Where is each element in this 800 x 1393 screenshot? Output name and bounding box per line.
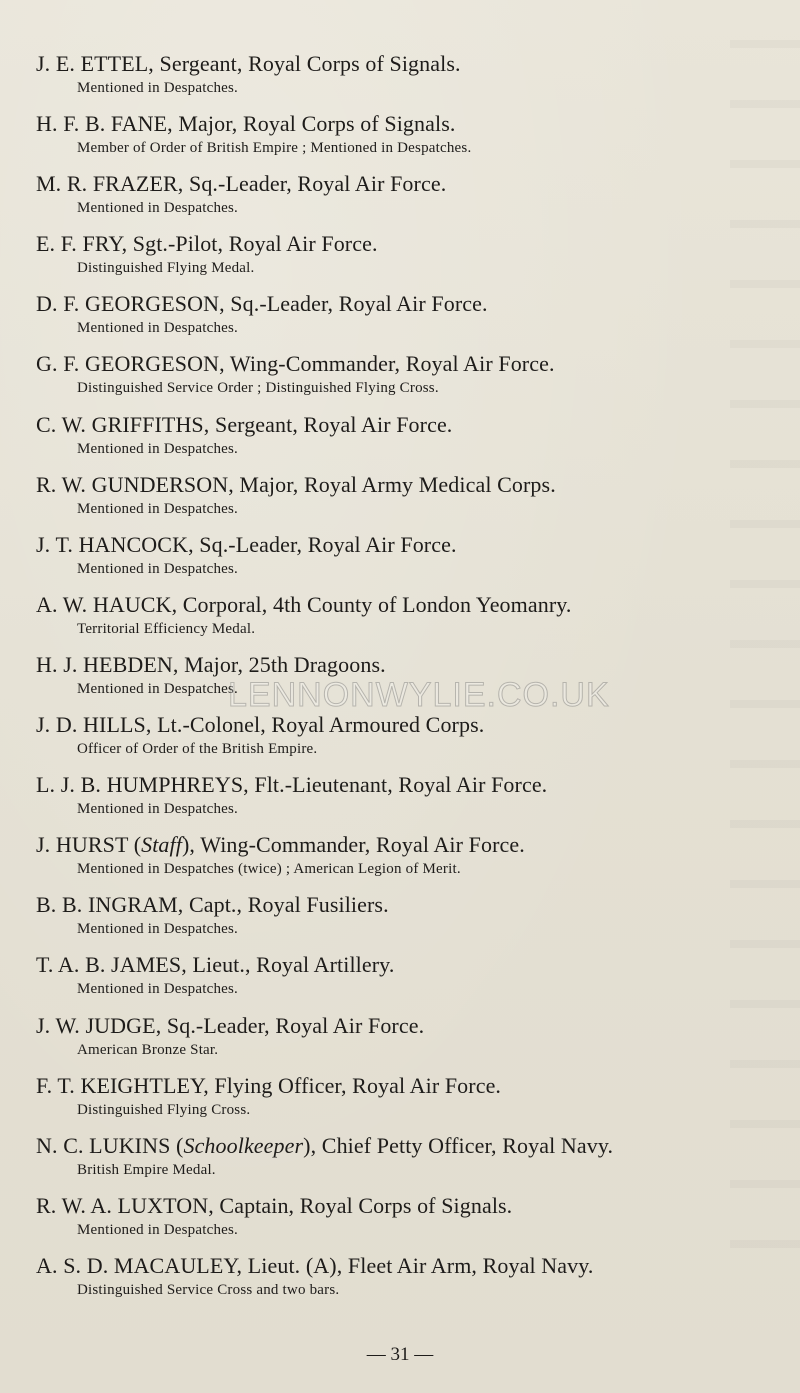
entry-name: T. A. B. JAMES bbox=[36, 952, 182, 978]
entry-name: C. W. GRIFFITHS bbox=[36, 411, 204, 437]
list-item bbox=[36, 1012, 776, 1072]
entry-honours: Mentioned in Despatches. bbox=[77, 981, 239, 998]
entry-name: J. T. HANCOCK bbox=[36, 531, 189, 557]
list-item bbox=[36, 290, 776, 350]
list-item bbox=[36, 50, 776, 110]
entry-role: , Lieut. (A), Fleet Air Arm, Royal Navy. bbox=[236, 1252, 594, 1278]
list-item bbox=[36, 1252, 776, 1312]
list-item bbox=[36, 411, 776, 471]
entry-role: , Major, Royal Corps of Signals. bbox=[167, 111, 456, 137]
list-item bbox=[36, 110, 776, 170]
list-item bbox=[36, 1192, 776, 1252]
entry-role: , Capt., Royal Fusiliers. bbox=[177, 892, 389, 918]
entry-name: B. B. INGRAM bbox=[36, 892, 178, 918]
entry-honours: Mentioned in Despatches. bbox=[77, 680, 239, 697]
entry-name: J. HURST bbox=[36, 832, 129, 858]
entry-role: , Major, Royal Army Medical Corps. bbox=[228, 471, 556, 497]
entry-honours: Mentioned in Despatches. bbox=[77, 1221, 239, 1238]
list-item bbox=[36, 230, 776, 290]
entry-role: , Chief Petty Officer, Royal Navy. bbox=[310, 1132, 614, 1158]
watermark: LENNONWYLIE.CO.UK bbox=[228, 676, 610, 714]
entry-honours: Mentioned in Despatches. bbox=[77, 921, 239, 938]
entry-name: F. T. KEIGHTLEY bbox=[36, 1072, 204, 1098]
entry-honours: British Empire Medal. bbox=[77, 1161, 216, 1178]
entry-role: , Corporal, 4th County of London Yeomanry. bbox=[171, 591, 572, 617]
list-item bbox=[36, 531, 776, 591]
entry-role: , Sq.-Leader, Royal Air Force. bbox=[219, 291, 488, 317]
list-item bbox=[36, 1072, 776, 1132]
list-item bbox=[36, 771, 776, 831]
entry-honours: American Bronze Star. bbox=[77, 1041, 219, 1058]
entry-honours: Mentioned in Despatches. bbox=[77, 320, 239, 337]
entry-honours: Territorial Efficiency Medal. bbox=[77, 620, 256, 637]
entry-honours: Distinguished Service Cross and two bars. bbox=[77, 1281, 340, 1298]
entry-role: , Wing-Commander, Royal Air Force. bbox=[189, 832, 525, 858]
entry-role: , Major, 25th Dragoons. bbox=[172, 651, 386, 677]
entry-role: , Lieut., Royal Artillery. bbox=[181, 952, 395, 978]
entry-qualifier: Schoolkeeper bbox=[183, 1132, 304, 1158]
list-item bbox=[36, 951, 776, 1011]
entry-honours: Distinguished Flying Cross. bbox=[77, 1101, 251, 1118]
list-item bbox=[36, 711, 776, 771]
entry-name: M. R. FRAZER bbox=[36, 171, 178, 197]
entry-honours: Mentioned in Despatches. bbox=[77, 80, 239, 96]
entry-honours: Member of Order of British Empire ; Mentioned in Despatches. bbox=[77, 140, 472, 157]
page-number: — 31 — bbox=[366, 1344, 434, 1365]
entry-name: G. F. GEORGESON bbox=[36, 351, 220, 377]
entry-role: , Sergeant, Royal Air Force. bbox=[203, 411, 453, 437]
entry-role: , Sergeant, Royal Corps of Signals. bbox=[148, 51, 461, 76]
entry-name: A. S. D. MACAULEY bbox=[36, 1252, 237, 1278]
entry-role: , Sq.-Leader, Royal Air Force. bbox=[177, 171, 447, 197]
entry-qualifier: Staff bbox=[141, 832, 182, 858]
entry-role: , Flying Officer, Royal Air Force. bbox=[203, 1072, 502, 1098]
entry-honours: Mentioned in Despatches. bbox=[77, 801, 239, 818]
entry-role: , Wing-Commander, Royal Air Force. bbox=[219, 351, 555, 377]
entry-name: J. W. JUDGE bbox=[36, 1012, 156, 1038]
entry-name: L. J. B. HUMPHREYS bbox=[36, 772, 244, 798]
entry-name: H. J. HEBDEN bbox=[36, 651, 173, 677]
entry-name: A. W. HAUCK bbox=[36, 591, 172, 617]
list-item bbox=[36, 350, 776, 410]
entry-name: E. F. FRY bbox=[36, 231, 122, 257]
list-item bbox=[36, 170, 776, 230]
entry-honours: Mentioned in Despatches. bbox=[77, 560, 239, 577]
entry-honours: Distinguished Service Order ; Distinguished Flying Cross. bbox=[77, 380, 439, 397]
entry-role: , Sq.-Leader, Royal Air Force. bbox=[155, 1012, 425, 1038]
entry-name: N. C. LUKINS bbox=[36, 1132, 171, 1158]
list-item bbox=[36, 591, 776, 651]
entry-honours: Mentioned in Despatches. bbox=[77, 500, 239, 517]
entry-honours: Mentioned in Despatches (twice) ; American Legion of Merit. bbox=[77, 861, 461, 878]
list-item bbox=[36, 891, 776, 951]
list-item bbox=[36, 471, 776, 531]
list-item: J. HURST (Staff), Wing-Commander, Royal Air Force. Mentioned in Despatches (twice) ; American Legion of Merit. bbox=[36, 831, 776, 891]
entry-name: H. F. B. FANE bbox=[36, 111, 168, 137]
entry-honours: Mentioned in Despatches. bbox=[77, 440, 239, 457]
entry-name: D. F. GEORGESON bbox=[36, 291, 220, 317]
entry-honours: Mentioned in Despatches. bbox=[77, 200, 239, 217]
entry-role: , Lt.-Colonel, Royal Armoured Corps. bbox=[145, 712, 485, 738]
entry-name: J. E. ETTEL bbox=[36, 51, 149, 76]
entry-name: R. W. GUNDERSON bbox=[36, 471, 229, 497]
entry-honours: Distinguished Flying Medal. bbox=[77, 260, 255, 277]
entry-name: R. W. A. LUXTON bbox=[36, 1192, 209, 1218]
list-item: N. C. LUKINS (Schoolkeeper), Chief Petty Officer, Royal Navy. British Empire Medal. bbox=[36, 1132, 776, 1192]
entry-honours: Officer of Order of the British Empire. bbox=[77, 741, 318, 758]
entry-role: , Flt.-Lieutenant, Royal Air Force. bbox=[243, 772, 548, 798]
entry-role: , Captain, Royal Corps of Signals. bbox=[208, 1192, 513, 1218]
entry-role: , Sgt.-Pilot, Royal Air Force. bbox=[121, 231, 378, 257]
entry-role: , Sq.-Leader, Royal Air Force. bbox=[188, 531, 457, 557]
entry-name: J. D. HILLS bbox=[36, 712, 146, 738]
